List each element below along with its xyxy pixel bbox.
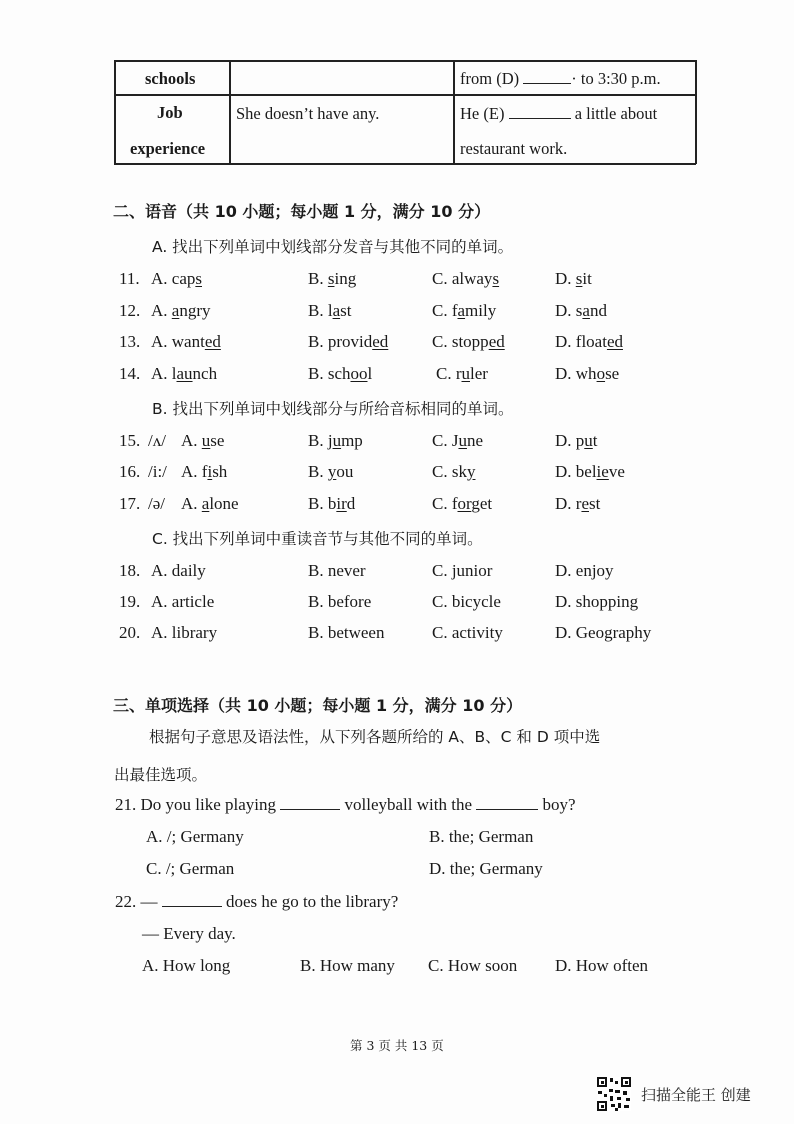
section3-instruction-line2: 出最佳选项。: [114, 766, 208, 784]
q14-option-a: A. launch: [151, 364, 218, 383]
q21-blank-2: [476, 795, 538, 810]
row-label-job: Job: [157, 103, 183, 122]
scanner-watermark: 扫描全能王 创建: [641, 1086, 751, 1104]
q22-blank: [162, 892, 222, 907]
row-label-experience: experience: [130, 139, 206, 158]
table-row-divider: [114, 94, 696, 96]
q22-option-b: B. How many: [300, 956, 395, 975]
q14-option-c: C. ruler: [436, 364, 488, 383]
table-border-bottom: [114, 163, 696, 165]
q21-number: 21.: [115, 795, 137, 814]
q21-option-b: B. the; German: [429, 827, 534, 846]
q22-reply: — Every day.: [142, 924, 236, 943]
info-table: [114, 60, 696, 164]
section2-part-c-instruction: C. 找出下列单词中重读音节与其他不同的单词。: [152, 530, 483, 548]
cell-from-d-prefix: from (D): [460, 69, 520, 88]
cell-he-e-suffix: a little about: [574, 104, 658, 123]
q14-number: 14.: [119, 364, 141, 383]
table-col-divider-2: [453, 60, 455, 164]
table-border-left: [114, 60, 116, 164]
q13-option-a: A. wanted: [151, 332, 221, 351]
table-border-top: [114, 60, 696, 62]
q22-option-c: C. How soon: [428, 956, 518, 975]
q19-option-c: C. bicycle: [432, 592, 501, 611]
q15-option-d: D. put: [555, 431, 598, 450]
q15-number: 15.: [119, 431, 141, 450]
q11-option-c: C. always: [432, 269, 500, 288]
blank-e: [509, 104, 571, 119]
q16-option-a: A. fish: [181, 462, 228, 481]
q18-number: 18.: [119, 561, 141, 580]
q11-option-a: A. caps: [151, 269, 202, 288]
q12-option-a: A. angry: [151, 301, 211, 320]
q12-number: 12.: [119, 301, 141, 320]
q13-option-b: B. provided: [308, 332, 389, 351]
q16-option-d: D. believe: [555, 462, 625, 481]
q21-stem: 21. Do you like playing volleyball with the boy?: [115, 795, 576, 814]
q18-option-c: C. junior: [432, 561, 493, 580]
q22-stem: 22. — does he go to the library?: [115, 892, 399, 911]
q16-option-c: C. sky: [432, 462, 476, 481]
q11-option-b: B. sing: [308, 269, 357, 288]
cell-from-d: [460, 69, 661, 89]
q22-option-d: D. How often: [555, 956, 649, 975]
q17-option-d: D. rest: [555, 494, 601, 513]
q18-option-d: D. enjoy: [555, 561, 614, 580]
q17-option-b: B. bird: [308, 494, 356, 513]
q21-option-d: D. the; Germany: [429, 859, 543, 878]
q15-option-c: C. June: [432, 431, 484, 450]
q17-phonetic: /ə/: [148, 494, 165, 513]
q22-option-a: A. How long: [142, 956, 231, 975]
blank-d: [523, 69, 571, 84]
q12-option-d: D. sand: [555, 301, 607, 320]
section2-part-a-instruction: A. 找出下列单词中划线部分发音与其他不同的单词。: [152, 238, 514, 256]
q18-option-b: B. never: [308, 561, 366, 580]
section3-title: 三、单项选择（共 10 小题；每小题 1 分，满分 10 分）: [113, 696, 523, 715]
section2-title: 二、语音（共 10 小题；每小题 1 分，满分 10 分）: [113, 202, 491, 221]
q15-option-b: B. jump: [308, 431, 363, 450]
q20-number: 20.: [119, 623, 141, 642]
table-border-right: [695, 60, 697, 164]
q20-option-b: B. between: [308, 623, 385, 642]
table-col-divider-1: [229, 60, 231, 164]
q16-phonetic: /i:/: [148, 462, 167, 481]
q13-option-d: D. floated: [555, 332, 623, 351]
row-label-schools: schools: [145, 69, 196, 88]
q15-option-a: A. use: [181, 431, 225, 450]
q16-number: 16.: [119, 462, 141, 481]
section3-instruction-line1: 根据句子意思及语法性，从下列各题所给的 A、B、C 和 D 项中选: [149, 728, 601, 746]
q19-option-a: A. article: [151, 592, 215, 611]
q15-phonetic: /ʌ/: [148, 431, 166, 450]
q21-blank-1: [280, 795, 340, 810]
q13-number: 13.: [119, 332, 141, 351]
q19-option-d: D. shopping: [555, 592, 639, 611]
page-number: 第 3 页 共 13 页: [350, 1038, 444, 1053]
q21-option-c: C. /; German: [146, 859, 235, 878]
q20-option-c: C. activity: [432, 623, 503, 642]
q13-option-c: C. stopped: [432, 332, 505, 351]
q17-option-a: A. alone: [181, 494, 239, 513]
q21-option-a: A. /; Germany: [146, 827, 244, 846]
cell-she-experience: She doesn’t have any.: [236, 104, 380, 123]
q17-number: 17.: [119, 494, 141, 513]
q12-option-b: B. last: [308, 301, 352, 320]
q19-option-b: B. before: [308, 592, 372, 611]
q22-number: 22.: [115, 892, 137, 911]
cell-restaurant-work: restaurant work.: [460, 139, 568, 158]
q19-number: 19.: [119, 592, 141, 611]
cell-he-e: [460, 104, 657, 124]
q11-number: 11.: [119, 269, 140, 288]
section2-part-b-instruction: B. 找出下列单词中划线部分与所给音标相同的单词。: [152, 400, 514, 418]
q14-option-b: B. school: [308, 364, 373, 383]
q12-option-c: C. family: [432, 301, 497, 320]
q14-option-d: D. whose: [555, 364, 620, 383]
q20-option-a: A. library: [151, 623, 218, 642]
cell-from-d-suffix: · to 3:30 p.m.: [571, 69, 661, 88]
q20-option-d: D. Geography: [555, 623, 652, 642]
q11-option-d: D. sit: [555, 269, 592, 288]
q18-option-a: A. daily: [151, 561, 206, 580]
q16-option-b: B. you: [308, 462, 354, 481]
q17-option-c: C. forget: [432, 494, 493, 513]
qr-code-icon: [597, 1077, 631, 1111]
cell-he-e-prefix: He (E): [460, 104, 505, 123]
